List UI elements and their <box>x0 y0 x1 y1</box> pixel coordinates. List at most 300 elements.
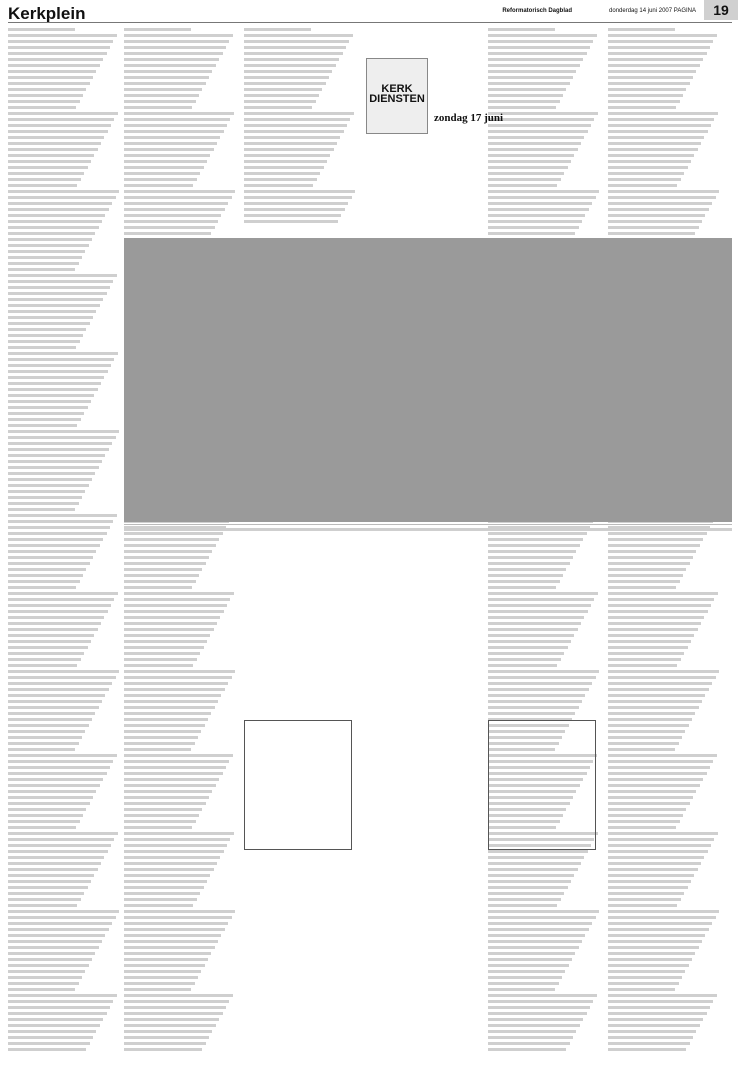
listing-line <box>608 976 682 979</box>
listing-line <box>608 70 696 73</box>
listing-line <box>124 616 220 619</box>
listing-line <box>488 586 556 589</box>
listing-line <box>488 544 580 547</box>
listing-line <box>124 928 225 931</box>
listing-line <box>608 670 719 673</box>
listing-line <box>124 886 204 889</box>
listing-line <box>608 124 711 127</box>
listing-line <box>124 40 229 43</box>
listing-line <box>8 388 98 391</box>
listing-line <box>608 538 703 541</box>
listing-line <box>608 1006 710 1009</box>
listing-line <box>8 664 77 667</box>
listing-column-3 <box>244 28 356 228</box>
date-text: donderdag 14 juni 2007 <box>609 8 673 14</box>
listing-line <box>8 640 91 643</box>
listing-line <box>488 598 594 601</box>
listing-line <box>608 100 680 103</box>
listing-line <box>8 244 89 247</box>
listing-line <box>124 850 224 853</box>
listing-line <box>488 694 585 697</box>
listing-line <box>124 190 235 193</box>
listing-line <box>124 148 214 151</box>
listing-line <box>8 754 117 757</box>
listing-line <box>8 988 75 991</box>
listing-line <box>488 538 583 541</box>
listing-line <box>8 748 75 751</box>
listing-line <box>608 214 705 217</box>
listing-line <box>8 292 107 295</box>
listing-line <box>124 724 205 727</box>
listing-line <box>488 574 563 577</box>
listing-column-1 <box>8 28 120 1054</box>
listing-line <box>124 88 202 91</box>
listing-line <box>124 904 193 907</box>
listing-line <box>124 1000 229 1003</box>
listing-line <box>124 994 233 997</box>
listing-line <box>124 46 226 49</box>
listing-line <box>8 700 102 703</box>
listing-line <box>244 70 332 73</box>
listing-line <box>8 76 93 79</box>
listing-line <box>488 682 592 685</box>
listing-line <box>488 886 568 889</box>
listing-line <box>8 718 92 721</box>
listing-line <box>608 802 690 805</box>
listing-line <box>488 1036 573 1039</box>
listing-line <box>608 934 705 937</box>
listing-line <box>124 1012 223 1015</box>
listing-line <box>488 112 598 115</box>
listing-line <box>488 856 584 859</box>
listing-line <box>8 928 109 931</box>
listing-line <box>124 808 202 811</box>
listing-line <box>124 1018 219 1021</box>
listing-line <box>124 736 198 739</box>
listing-line <box>608 94 683 97</box>
listing-line <box>8 442 112 445</box>
listing-line <box>488 700 582 703</box>
listing-line <box>8 1036 93 1039</box>
listing-line <box>124 814 199 817</box>
listing-line <box>8 856 104 859</box>
listing-line <box>8 118 114 121</box>
listing-line <box>608 88 686 91</box>
listing-line <box>8 868 98 871</box>
listing-line <box>124 844 227 847</box>
listing-line <box>608 946 699 949</box>
listing-line <box>8 592 118 595</box>
listing-line <box>608 586 676 589</box>
listing-line <box>124 880 207 883</box>
listing-line <box>124 700 218 703</box>
listing-line <box>488 874 574 877</box>
listing-line <box>608 136 704 139</box>
listing-line <box>244 64 336 67</box>
listing-line <box>608 856 704 859</box>
listing-line <box>608 148 698 151</box>
listing-line <box>124 208 225 211</box>
listing-line <box>8 646 88 649</box>
listing-line <box>8 1048 86 1051</box>
listing-line <box>8 742 79 745</box>
listing-line <box>488 706 579 709</box>
listing-line <box>608 118 714 121</box>
listing-line <box>244 196 352 199</box>
listing-line <box>124 946 215 949</box>
listing-line <box>124 1048 202 1051</box>
listing-line <box>488 940 582 943</box>
listing-line <box>608 964 689 967</box>
listing-line <box>488 64 580 67</box>
listing-line <box>608 904 677 907</box>
listing-line <box>608 160 691 163</box>
listing-line <box>244 172 320 175</box>
listing-line <box>124 778 219 781</box>
listing-line <box>124 622 217 625</box>
listing-line <box>124 628 214 631</box>
listing-line <box>124 910 235 913</box>
listing-line <box>8 682 112 685</box>
listing-line <box>608 796 693 799</box>
listing-line <box>244 124 347 127</box>
listing-line <box>244 154 330 157</box>
listing-line <box>608 940 702 943</box>
listing-line <box>124 748 191 751</box>
listing-line <box>608 676 716 679</box>
listing-line <box>608 574 683 577</box>
listing-line <box>608 664 677 667</box>
listing-line <box>124 664 193 667</box>
listing-line <box>244 208 345 211</box>
listing-line <box>8 694 105 697</box>
listing-line <box>608 1012 707 1015</box>
listing-line <box>124 760 229 763</box>
listing-line <box>8 814 83 817</box>
listing-line <box>8 358 114 361</box>
listing-line <box>488 196 596 199</box>
listing-line <box>608 754 717 757</box>
listing-line <box>608 874 694 877</box>
listing-line <box>488 658 561 661</box>
listing-line <box>8 502 79 505</box>
listing-line <box>488 184 557 187</box>
listing-line <box>244 58 339 61</box>
listing-line <box>8 202 112 205</box>
listing-line <box>608 604 711 607</box>
listing-line <box>608 34 717 37</box>
listing-line <box>124 58 219 61</box>
listing-line <box>8 514 117 517</box>
listing-line <box>8 964 89 967</box>
listing-line <box>488 922 592 925</box>
listing-line <box>8 448 109 451</box>
listing-line <box>244 88 322 91</box>
listing-line <box>608 784 700 787</box>
listing-line <box>8 604 111 607</box>
listing-line <box>608 988 675 991</box>
listing-line <box>244 214 341 217</box>
listing-line <box>488 1000 593 1003</box>
listing-line <box>124 652 200 655</box>
listing-line <box>8 724 89 727</box>
listing-line <box>8 970 85 973</box>
listing-line <box>488 862 581 865</box>
listing-line <box>608 730 685 733</box>
listing-line <box>608 184 677 187</box>
listing-line <box>8 436 116 439</box>
listing-line <box>8 904 77 907</box>
listing-line <box>8 634 94 637</box>
listing-line <box>8 376 104 379</box>
listing-line <box>124 658 197 661</box>
listing-line <box>124 202 228 205</box>
listing-line <box>488 190 599 193</box>
listing-line <box>124 76 209 79</box>
listing-line <box>124 988 191 991</box>
listing-line <box>8 610 108 613</box>
listing-line <box>8 892 84 895</box>
listing-line <box>244 100 316 103</box>
listing-line <box>124 154 210 157</box>
listing-line <box>8 178 81 181</box>
listing-line <box>488 1042 570 1045</box>
listing-line <box>124 124 227 127</box>
listing-line <box>8 994 117 997</box>
listing-line <box>8 340 80 343</box>
listing-line <box>488 172 564 175</box>
listing-line <box>8 532 107 535</box>
listing-line <box>488 670 599 673</box>
listing-line <box>8 418 81 421</box>
listing-line <box>124 112 234 115</box>
listing-line <box>124 130 224 133</box>
listing-line <box>124 718 208 721</box>
listing-line <box>8 406 88 409</box>
header-rule <box>8 22 732 23</box>
listing-line <box>488 604 591 607</box>
listing-line <box>8 712 95 715</box>
listing-line <box>488 892 564 895</box>
listing-line <box>608 880 691 883</box>
issue-date <box>609 8 696 14</box>
listing-line <box>8 484 89 487</box>
listing-line <box>124 952 211 955</box>
listing-line <box>8 490 85 493</box>
listing-line <box>608 46 710 49</box>
listing-line <box>8 136 104 139</box>
listing-line <box>608 1042 690 1045</box>
listing-line <box>608 736 682 739</box>
listing-line <box>608 190 719 193</box>
listing-line <box>8 736 82 739</box>
listing-line <box>8 730 85 733</box>
listing-line <box>124 868 214 871</box>
listing-line <box>608 766 710 769</box>
listing-line <box>488 556 573 559</box>
listing-line <box>608 838 714 841</box>
listing-line <box>8 298 103 301</box>
listing-line <box>8 622 101 625</box>
listing-line <box>488 964 569 967</box>
listing-line <box>8 898 81 901</box>
listing-line <box>488 1018 583 1021</box>
listing-line <box>8 598 114 601</box>
listing-line <box>8 826 76 829</box>
listing-line <box>124 34 233 37</box>
listing-line <box>8 328 86 331</box>
listing-line <box>124 592 234 595</box>
listing-line <box>8 790 96 793</box>
listing-line <box>8 910 119 913</box>
listing-line <box>608 130 708 133</box>
listing-line <box>124 826 192 829</box>
listing-line <box>488 82 570 85</box>
listing-line <box>488 46 590 49</box>
listing-line <box>8 268 75 271</box>
listing-column-2 <box>124 28 236 1054</box>
photo-caption <box>124 524 732 538</box>
listing-line <box>244 82 326 85</box>
listing-line <box>8 862 101 865</box>
listing-line <box>8 112 118 115</box>
listing-line <box>124 976 198 979</box>
listing-line <box>124 982 195 985</box>
listing-line <box>8 214 105 217</box>
listing-line <box>8 172 84 175</box>
aerial-photo <box>124 238 732 522</box>
listing-line <box>124 796 209 799</box>
listing-line <box>608 58 703 61</box>
listing-line <box>8 478 92 481</box>
listing-line <box>608 628 698 631</box>
listing-line <box>244 184 313 187</box>
listing-line <box>244 142 337 145</box>
listing-line <box>8 304 100 307</box>
listing-line <box>8 628 98 631</box>
listing-line <box>8 778 103 781</box>
listing-line <box>8 52 107 55</box>
listing-line <box>608 982 679 985</box>
listing-line <box>608 808 686 811</box>
listing-line <box>124 742 195 745</box>
listing-line <box>8 70 96 73</box>
listing-line <box>608 580 680 583</box>
listing-line <box>608 28 675 31</box>
listing-line <box>8 1030 96 1033</box>
listing-line <box>608 202 712 205</box>
listing-line <box>608 1000 713 1003</box>
listing-line <box>8 28 75 31</box>
listing-line <box>608 886 688 889</box>
listing-line <box>608 658 681 661</box>
listing-line <box>8 334 83 337</box>
listing-line <box>8 382 101 385</box>
listing-column-6 <box>608 28 720 1054</box>
listing-line <box>608 166 688 169</box>
listing-line <box>488 664 557 667</box>
listing-line <box>8 940 102 943</box>
listing-line <box>124 856 220 859</box>
listing-line <box>8 88 86 91</box>
listing-line <box>124 232 211 235</box>
listing-line <box>244 220 338 223</box>
listing-line <box>124 712 211 715</box>
listing-line <box>488 202 592 205</box>
listing-line <box>488 904 557 907</box>
listing-line <box>608 610 708 613</box>
listing-line <box>488 118 594 121</box>
listing-line <box>488 106 556 109</box>
listing-line <box>488 550 576 553</box>
listing-line <box>8 850 108 853</box>
listing-line <box>608 562 690 565</box>
listing-line <box>488 160 571 163</box>
listing-line <box>124 646 204 649</box>
listing-line <box>488 952 575 955</box>
listing-line <box>488 136 584 139</box>
listing-line <box>608 52 707 55</box>
listing-line <box>244 106 312 109</box>
page-number: 19 <box>704 0 738 20</box>
listing-line <box>488 214 585 217</box>
listing-line <box>8 550 96 553</box>
listing-line <box>608 958 692 961</box>
listing-line <box>8 1012 107 1015</box>
listing-line <box>124 922 228 925</box>
listing-line <box>124 562 206 565</box>
listing-line <box>488 562 570 565</box>
listing-line <box>608 640 691 643</box>
listing-line <box>124 1006 226 1009</box>
listing-line <box>8 886 88 889</box>
listing-line <box>608 970 685 973</box>
listing-line <box>8 262 79 265</box>
listing-line <box>8 976 82 979</box>
listing-line <box>124 838 230 841</box>
listing-line <box>488 610 588 613</box>
listing-line <box>124 790 212 793</box>
listing-line <box>488 130 588 133</box>
listing-line <box>488 982 559 985</box>
listing-line <box>8 166 88 169</box>
listing-line <box>8 142 101 145</box>
listing-line <box>8 526 110 529</box>
listing-line <box>608 694 705 697</box>
listing-line <box>608 196 716 199</box>
listing-line <box>124 586 192 589</box>
listing-line <box>244 112 354 115</box>
listing-line <box>608 850 708 853</box>
listing-line <box>488 640 571 643</box>
listing-line <box>8 238 92 241</box>
listing-line <box>608 652 684 655</box>
listing-line <box>8 706 99 709</box>
listing-line <box>124 772 223 775</box>
listing-line <box>608 700 702 703</box>
listing-line <box>8 586 76 589</box>
listing-line <box>608 724 689 727</box>
listing-line <box>8 370 108 373</box>
listing-line <box>124 82 206 85</box>
listing-line <box>608 634 694 637</box>
listing-line <box>488 592 598 595</box>
listing-line <box>488 1012 587 1015</box>
listing-line <box>488 226 579 229</box>
listing-line <box>488 676 596 679</box>
listing-line <box>8 82 90 85</box>
listing-line <box>8 208 109 211</box>
